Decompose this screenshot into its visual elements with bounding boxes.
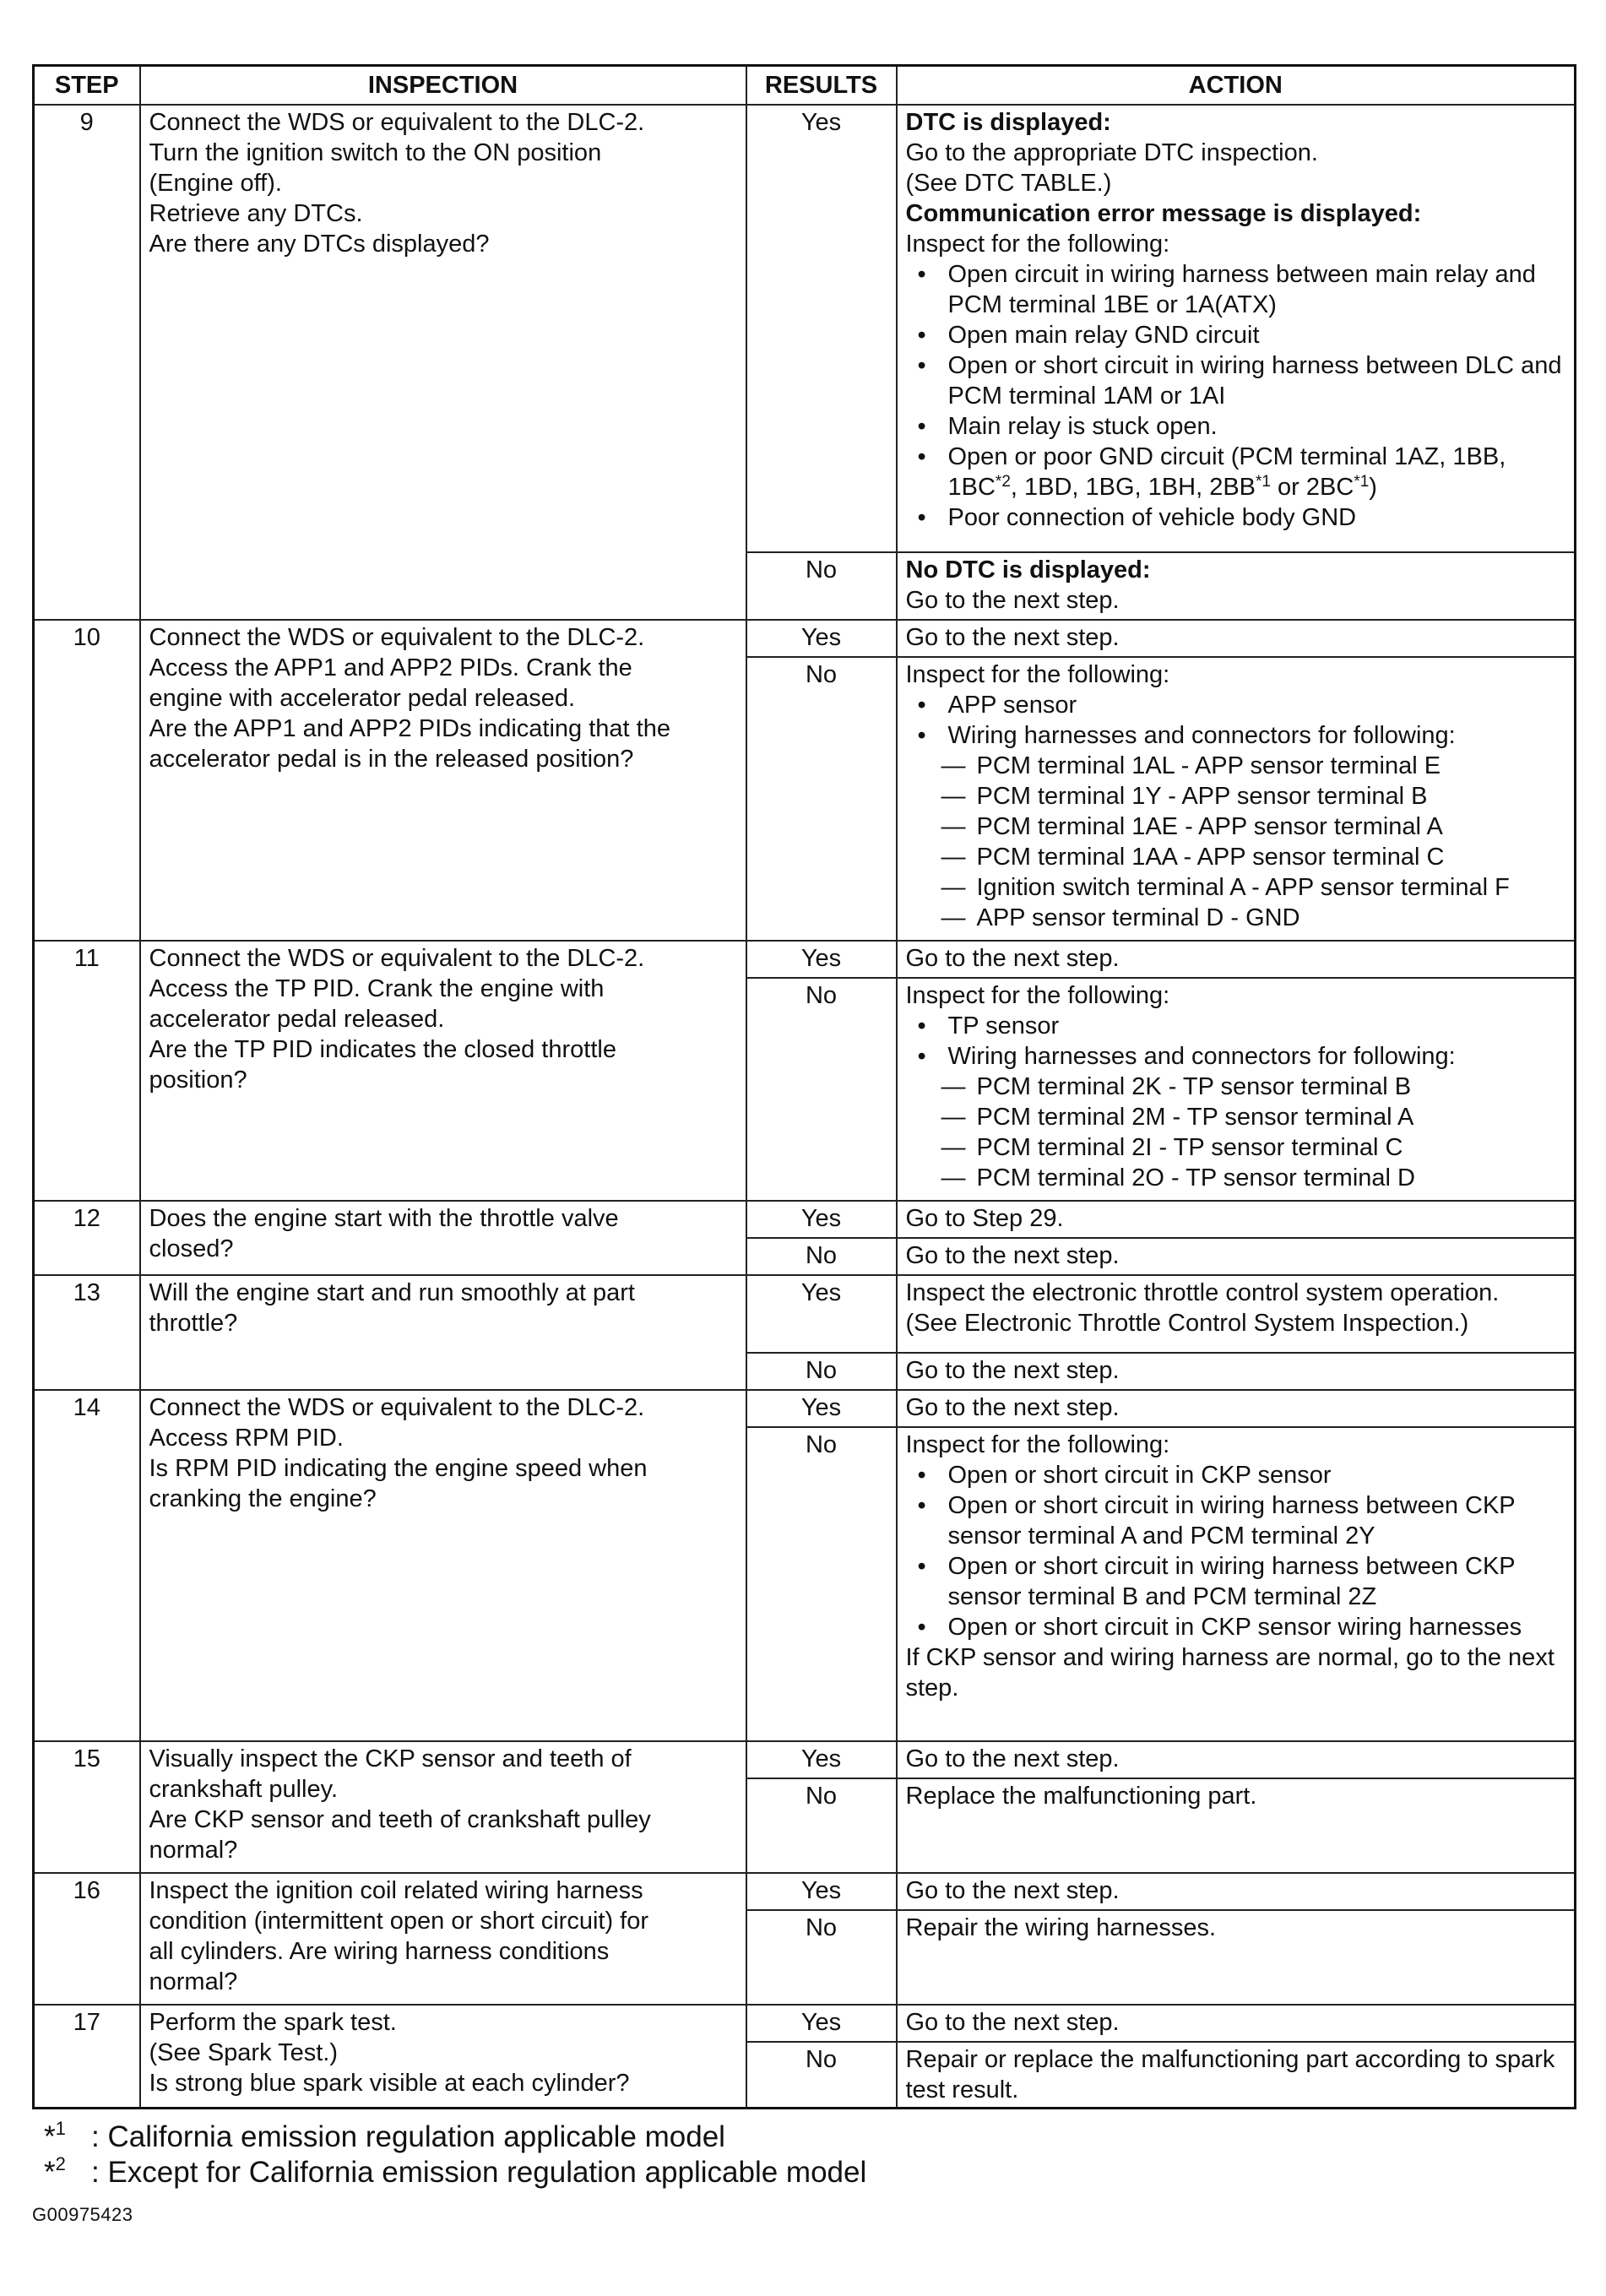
- inspection-line: Are the TP PID indicates the closed throttle: [149, 1036, 616, 1063]
- inspection-line: position?: [149, 1067, 247, 1094]
- inspection-cell: [140, 620, 746, 941]
- action-cell: [897, 1390, 1576, 1427]
- inspection-line: Does the engine start with the throttle valve: [149, 1205, 619, 1232]
- action-text: Repair the wiring harnesses.: [905, 1914, 1217, 1941]
- action-text: Inspect for the following:: [905, 661, 1170, 688]
- dash-list: [906, 751, 1570, 933]
- inspection-line: normal?: [149, 1968, 238, 1995]
- action-text: Go to the appropriate DTC inspection.: [905, 139, 1318, 166]
- step-number-cell: 15: [34, 1741, 140, 1873]
- action-text: Go to the next step.: [905, 1357, 1120, 1384]
- footnote: [32, 2155, 1574, 2190]
- footnote-number: 2: [55, 2153, 66, 2174]
- result-cell: Yes: [746, 941, 897, 978]
- footnote-asterisk: *: [44, 2156, 56, 2189]
- result-cell: Yes: [746, 1390, 897, 1427]
- dash-item: — PCM terminal 1AA - APP sensor terminal C: [941, 842, 1570, 872]
- inspection-line: Retrieve any DTCs.: [149, 200, 363, 227]
- bullet-list: [906, 259, 1570, 442]
- action-text: Go to Step 29.: [905, 1205, 1064, 1232]
- inspection-cell: [140, 1873, 746, 2005]
- result-cell: Yes: [746, 1873, 897, 1910]
- inspection-cell: [140, 941, 746, 1201]
- table-row: [34, 1390, 1576, 1427]
- table-row: [34, 1741, 1576, 1778]
- footnote-asterisk: *: [44, 2120, 56, 2153]
- dash-item: — Ignition switch terminal A - APP sensor terminal F: [941, 872, 1570, 903]
- action-heading: No DTC is displayed:: [905, 556, 1151, 583]
- bullet-list: [906, 1011, 1570, 1072]
- bullet-list: [906, 690, 1570, 751]
- inspection-cell: [140, 1390, 746, 1741]
- inspection-line: Access RPM PID.: [149, 1425, 344, 1452]
- table-body: [34, 105, 1576, 2109]
- inspection-line: Connect the WDS or equivalent to the DLC-2.: [149, 624, 645, 651]
- footnote-marker: *1: [1256, 473, 1271, 491]
- action-text: Go to the next step.: [905, 1242, 1120, 1269]
- action-text: Go to the next step.: [905, 945, 1120, 972]
- bullet-item: • Open or short circuit in wiring harness between CKP sensor terminal A and PCM terminal 2Y: [906, 1490, 1570, 1551]
- header-step: STEP: [34, 66, 140, 106]
- action-text: Inspect the electronic throttle control system operation.: [905, 1279, 1500, 1306]
- action-cell: [897, 552, 1576, 620]
- action-cell: [897, 2042, 1576, 2109]
- bullet-list: [906, 1460, 1570, 1642]
- dash-list: [906, 1072, 1570, 1193]
- header-results: RESULTS: [746, 66, 897, 106]
- footnote-marker: *1: [1354, 473, 1370, 491]
- footnote-marker: *2: [995, 473, 1011, 491]
- bullet-item: • TP sensor: [906, 1011, 1570, 1041]
- action-cell: [897, 620, 1576, 657]
- step-number-cell: 13: [34, 1275, 140, 1390]
- inspection-line: accelerator pedal released.: [149, 1006, 445, 1033]
- footnote-mark: [44, 2120, 91, 2155]
- inspection-cell: [140, 2005, 746, 2109]
- inspection-cell: [140, 1741, 746, 1873]
- step-number-cell: 12: [34, 1201, 140, 1275]
- inspection-line: (Engine off).: [149, 170, 282, 197]
- inspection-cell: [140, 1275, 746, 1390]
- inspection-line: Access the APP1 and APP2 PIDs. Crank the: [149, 654, 632, 681]
- action-cell: [897, 2005, 1576, 2042]
- figure-id: G00975423: [32, 2204, 133, 2225]
- result-cell: No: [746, 1910, 897, 2005]
- footnote-mark: [44, 2155, 91, 2190]
- result-cell: No: [746, 1238, 897, 1275]
- inspection-line: Is strong blue spark visible at each cylinder?: [149, 2070, 630, 2097]
- step-number-cell: 9: [34, 105, 140, 620]
- step-number-cell: 10: [34, 620, 140, 941]
- bullet-item: • Main relay is stuck open.: [906, 411, 1570, 442]
- footnote-text: : Except for California emission regulation applicable model: [91, 2156, 867, 2189]
- bullet-item-gnd-circuit: [906, 442, 1570, 502]
- inspection-line: Connect the WDS or equivalent to the DLC-2.: [149, 945, 645, 972]
- result-cell: Yes: [746, 620, 897, 657]
- bullet-item: • APP sensor: [906, 690, 1570, 720]
- result-cell: Yes: [746, 1201, 897, 1238]
- bullet-item: • Poor connection of vehicle body GND: [906, 502, 1570, 533]
- action-text: Inspect for the following:: [905, 1431, 1170, 1458]
- result-cell: No: [746, 1427, 897, 1741]
- action-text: (See DTC TABLE.): [905, 170, 1112, 197]
- table-row: [34, 941, 1576, 978]
- action-text: Go to the next step.: [905, 1394, 1120, 1421]
- action-text: (See Electronic Throttle Control System Inspection.): [905, 1310, 1469, 1337]
- action-cell: [897, 1201, 1576, 1238]
- inspection-line: Is RPM PID indicating the engine speed when: [149, 1455, 648, 1482]
- result-cell: No: [746, 2042, 897, 2109]
- table-row: [34, 620, 1576, 657]
- action-text: Go to the next step.: [905, 624, 1120, 651]
- action-text: Repair or replace the malfunctioning part according to spark test result.: [905, 2046, 1555, 2103]
- inspection-line: (See Spark Test.): [149, 2039, 339, 2066]
- dash-item: — PCM terminal 2K - TP sensor terminal B: [941, 1072, 1570, 1102]
- action-text: Replace the malfunctioning part.: [905, 1783, 1257, 1810]
- gnd-text: or 2BC: [1271, 474, 1354, 501]
- footnotes: [32, 2120, 1574, 2190]
- footnote-text: : California emission regulation applicable model: [91, 2120, 725, 2153]
- inspection-line: accelerator pedal is in the released position?: [149, 746, 634, 773]
- document: [32, 64, 1574, 2226]
- step-number-cell: 11: [34, 941, 140, 1201]
- header-row: [34, 66, 1576, 106]
- bullet-item: • Wiring harnesses and connectors for following:: [906, 1041, 1570, 1072]
- action-cell: [897, 1873, 1576, 1910]
- bullet-list: [906, 442, 1570, 502]
- action-text: Go to the next step.: [905, 587, 1120, 614]
- table-row: [34, 1201, 1576, 1238]
- action-cell: [897, 1778, 1576, 1873]
- table-row: [34, 2005, 1576, 2042]
- inspection-line: normal?: [149, 1837, 238, 1864]
- inspection-line: engine with accelerator pedal released.: [149, 685, 576, 712]
- action-cell: [897, 657, 1576, 941]
- table-row: [34, 1275, 1576, 1353]
- step-number-cell: 17: [34, 2005, 140, 2109]
- action-text: Go to the next step.: [905, 1877, 1120, 1904]
- gnd-text: Open or poor GND circuit (PCM terminal 1AZ, 1BB, 1BC: [947, 443, 1506, 501]
- bullet-list: [906, 502, 1570, 533]
- inspection-line: condition (intermittent open or short circuit) for: [149, 1908, 649, 1935]
- inspection-line: Are CKP sensor and teeth of crankshaft pulley: [149, 1806, 651, 1833]
- action-cell: [897, 1741, 1576, 1778]
- inspection-line: closed?: [149, 1235, 234, 1262]
- bullet-item: • Open or short circuit in CKP sensor: [906, 1460, 1570, 1490]
- result-cell: No: [746, 657, 897, 941]
- action-heading: Communication error message is displayed:: [905, 200, 1422, 227]
- step-number-cell: 16: [34, 1873, 140, 2005]
- action-text: Go to the next step.: [905, 2009, 1120, 2036]
- gnd-text: , 1BD, 1BG, 1BH, 2BB: [1010, 474, 1256, 501]
- inspection-line: Turn the ignition switch to the ON position: [149, 139, 602, 166]
- inspection-line: Are the APP1 and APP2 PIDs indicating that the: [149, 715, 670, 742]
- header-action: ACTION: [897, 66, 1576, 106]
- dash-item: — PCM terminal 2I - TP sensor terminal C: [941, 1132, 1570, 1163]
- inspection-cell: [140, 105, 746, 620]
- inspection-cell: [140, 1201, 746, 1275]
- inspection-line: Visually inspect the CKP sensor and teeth of: [149, 1745, 632, 1772]
- action-cell: [897, 1427, 1576, 1741]
- action-text: Go to the next step.: [905, 1745, 1120, 1772]
- result-cell: Yes: [746, 2005, 897, 2042]
- step-number-cell: 14: [34, 1390, 140, 1741]
- inspection-line: Access the TP PID. Crank the engine with: [149, 975, 605, 1002]
- action-text: Inspect for the following:: [905, 231, 1170, 258]
- inspection-line: Inspect the ignition coil related wiring harness: [149, 1877, 643, 1904]
- result-cell: Yes: [746, 1741, 897, 1778]
- action-cell: [897, 1238, 1576, 1275]
- inspection-line: Are there any DTCs displayed?: [149, 231, 490, 258]
- inspection-line: cranking the engine?: [149, 1485, 377, 1512]
- dash-item: — PCM terminal 1AE - APP sensor terminal A: [941, 811, 1570, 842]
- footnote: [32, 2120, 1574, 2155]
- diagnostic-table: [32, 64, 1576, 2109]
- result-cell: Yes: [746, 1275, 897, 1353]
- dash-item: — APP sensor terminal D - GND: [941, 903, 1570, 933]
- action-text: If CKP sensor and wiring harness are normal, go to the next step.: [905, 1644, 1554, 1702]
- header-inspection: INSPECTION: [140, 66, 746, 106]
- result-cell: No: [746, 978, 897, 1201]
- dash-item: — PCM terminal 2O - TP sensor terminal D: [941, 1163, 1570, 1193]
- bullet-item: • Open or short circuit in wiring harness between DLC and PCM terminal 1AM or 1AI: [906, 350, 1570, 411]
- action-text: Inspect for the following:: [905, 982, 1170, 1009]
- inspection-line: Perform the spark test.: [149, 2009, 397, 2036]
- bullet-item: • Open or short circuit in CKP sensor wiring harnesses: [906, 1612, 1570, 1642]
- inspection-line: Will the engine start and run smoothly at part: [149, 1279, 635, 1306]
- inspection-line: all cylinders. Are wiring harness conditions: [149, 1938, 610, 1965]
- action-cell: [897, 941, 1576, 978]
- result-cell: No: [746, 1778, 897, 1873]
- action-cell: [897, 105, 1576, 552]
- result-cell: No: [746, 552, 897, 620]
- dash-item: — PCM terminal 1AL - APP sensor terminal E: [941, 751, 1570, 781]
- gnd-text: ): [1369, 474, 1377, 501]
- bullet-item: • Wiring harnesses and connectors for following:: [906, 720, 1570, 751]
- inspection-line: crankshaft pulley.: [149, 1776, 339, 1803]
- action-cell: [897, 1353, 1576, 1390]
- action-cell: [897, 1910, 1576, 2005]
- table-row: [34, 105, 1576, 552]
- inspection-line: throttle?: [149, 1310, 238, 1337]
- bullet-item: • Open circuit in wiring harness between main relay and PCM terminal 1BE or 1A(ATX): [906, 259, 1570, 320]
- action-cell: [897, 978, 1576, 1201]
- dash-item: — PCM terminal 1Y - APP sensor terminal B: [941, 781, 1570, 811]
- result-cell: No: [746, 1353, 897, 1390]
- inspection-line: Connect the WDS or equivalent to the DLC-2.: [149, 1394, 645, 1421]
- table-row: [34, 1873, 1576, 1910]
- action-heading: DTC is displayed:: [905, 109, 1111, 136]
- action-cell: [897, 1275, 1576, 1353]
- result-cell: Yes: [746, 105, 897, 552]
- bullet-item: • Open or short circuit in wiring harness between CKP sensor terminal B and PCM terminal 2Z: [906, 1551, 1570, 1612]
- bullet-item: • Open main relay GND circuit: [906, 320, 1570, 350]
- inspection-line: Connect the WDS or equivalent to the DLC-2.: [149, 109, 645, 136]
- dash-item: — PCM terminal 2M - TP sensor terminal A: [941, 1102, 1570, 1132]
- footnote-number: 1: [55, 2118, 66, 2139]
